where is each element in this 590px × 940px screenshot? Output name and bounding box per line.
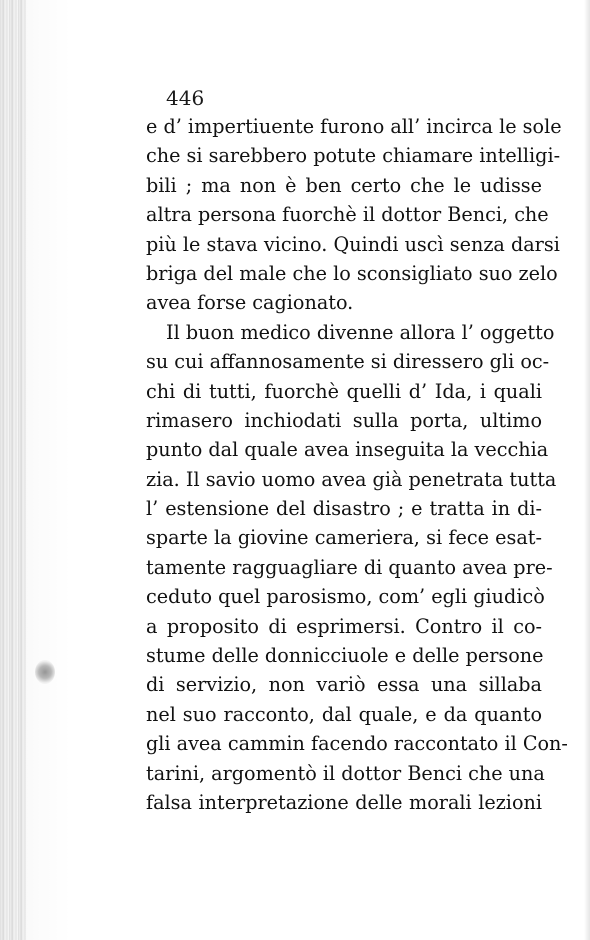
text-line: e d’ impertiuente furono all’ incirca le sole (146, 115, 562, 138)
body-text (146, 112, 568, 817)
text-line: tarini, argomentò il dottor Benci che una (146, 761, 545, 785)
text-line: gli avea cammin facendo raccontato il Con- (146, 732, 568, 756)
text-line: rimasero inchiodati sulla porta, ultimo (146, 408, 542, 432)
text-line: di servizio, non variò essa una sillaba (146, 673, 542, 697)
text-line: altra persona fuorchè il dottor Benci, che (146, 203, 549, 227)
text-line: che si sarebbero potute chiamare intelligi- (146, 144, 561, 168)
text-line: l’ estensione del disastro ; e tratta in di- (146, 497, 542, 521)
page-binding-edge (0, 0, 26, 940)
text-line: su cui affannosamente si diressero gli oc- (146, 350, 550, 374)
text-line: a proposito di esprimersi. Contro il co- (146, 614, 542, 638)
page-number: 446 (166, 86, 205, 110)
text-line: ceduto quel parosismo, com’ egli giudicò (146, 585, 545, 609)
page-edge-shadow (584, 0, 590, 940)
text-line: zia. Il savio uomo avea già penetrata tutta (146, 467, 557, 491)
text-line: nel suo racconto, dal quale, e da quanto (146, 702, 542, 726)
text-line: chi di tutti, fuorchè quelli d’ Ida, i quali (146, 379, 542, 403)
text-line: bili ; ma non è ben certo che le udisse (146, 173, 542, 197)
paragraph-start-line: Il buon medico divenne allora l’ oggetto (166, 320, 555, 344)
text-line: sparte la giovine cameriera, si fece esat- (146, 526, 542, 550)
text-line: più le stava vicino. Quindi uscì senza darsi (146, 232, 560, 256)
text-line: falsa interpretazione delle morali lezioni (146, 790, 542, 814)
text-line: avea forse cagionato. (146, 291, 354, 315)
text-line: punto dal quale avea inseguita la vecchia (146, 438, 549, 462)
text-line: stume delle donnicciuole e delle persone (146, 644, 544, 668)
text-line: tamente ragguagliare di quanto avea pre- (146, 555, 553, 579)
ink-blot (35, 660, 55, 684)
text-line: briga del male che lo sconsigliato suo zelo (146, 261, 558, 285)
